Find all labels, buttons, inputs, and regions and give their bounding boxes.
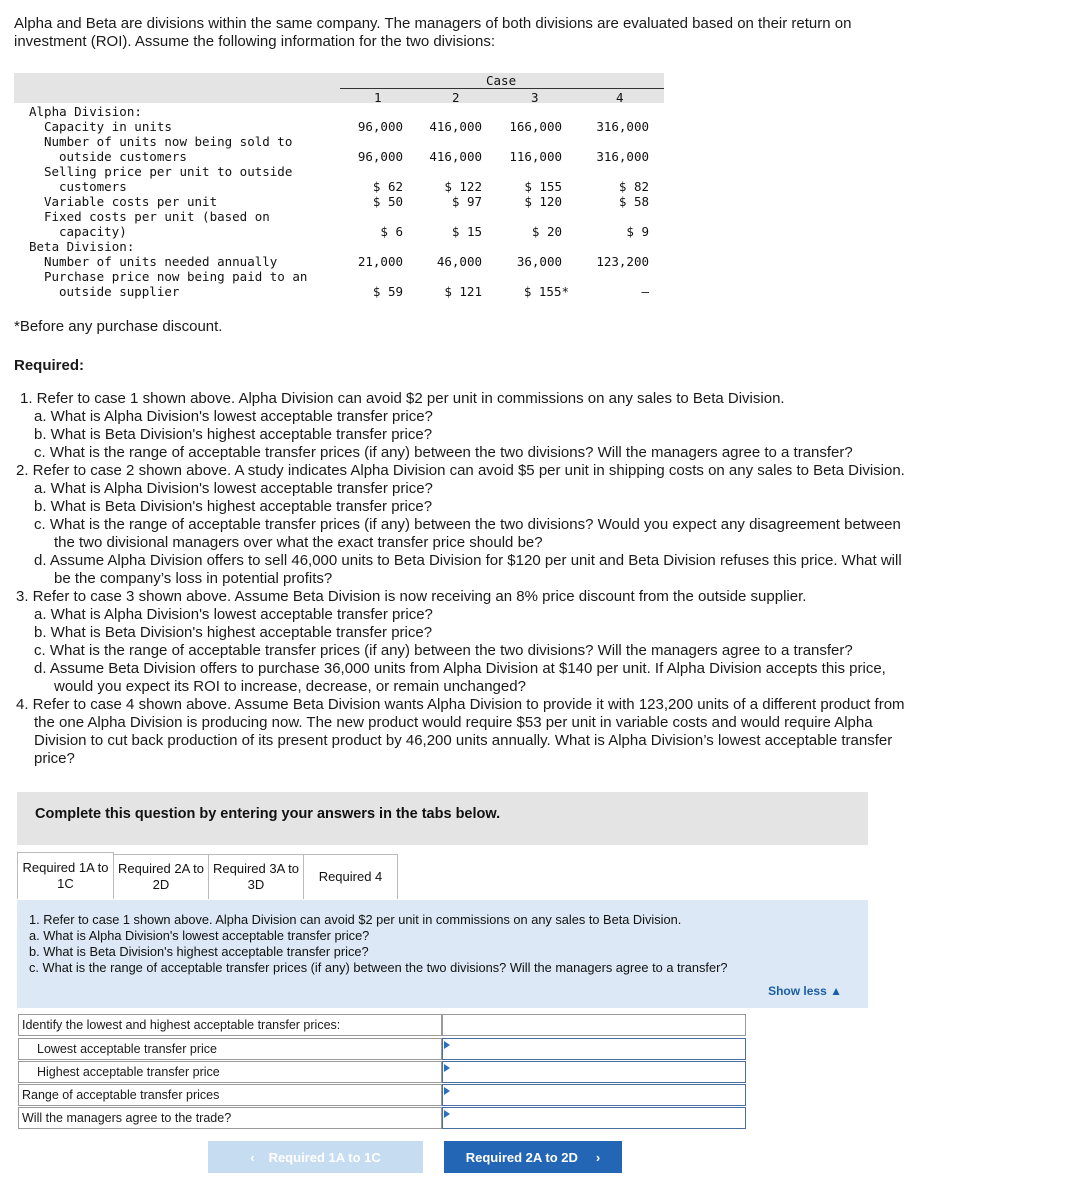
agree-select[interactable]: [442, 1107, 746, 1129]
next-button-label: Required 2A to 2D: [465, 1149, 578, 1165]
cell-units-sold-3: 116,000: [509, 149, 562, 164]
answer-row-range: [18, 1084, 746, 1106]
cell-selling-price-1: $ 62: [372, 179, 403, 194]
cell-variable-costs-2: $ 97: [451, 194, 482, 209]
alpha-heading: Alpha Division:: [29, 104, 142, 119]
cell-purchase-price-3: $ 155*: [523, 284, 569, 299]
chevron-left-icon: ‹: [250, 1149, 255, 1165]
panel-line: b. What is Beta Division's highest acceptable transfer price?: [29, 944, 369, 959]
chevron-right-icon: ›: [595, 1149, 601, 1165]
cell-units-sold-1: 96,000: [357, 149, 403, 164]
cell-fixed-costs-1: $ 6: [380, 224, 403, 239]
question-line: be the company’s loss in potential profits?: [54, 570, 333, 587]
cell-variable-costs-3: $ 120: [524, 194, 562, 209]
tab-required-1a-1c[interactable]: [17, 852, 114, 899]
case-column-1: 1: [374, 90, 382, 105]
cell-units-needed-2: 46,000: [436, 254, 482, 269]
tab-label-line1: Required 1A to: [22, 860, 109, 875]
answer-row-highest: [18, 1061, 746, 1083]
question-line: c. What is the range of acceptable transfer prices (if any) between the two divisions? Will the managers agree to a transfer?: [34, 444, 853, 461]
tab-required-4[interactable]: [303, 854, 398, 899]
question-line: the two divisional managers over what the exact transfer price should be?: [54, 534, 543, 551]
question-line: c. What is the range of acceptable transfer prices (if any) between the two divisions? Will the managers agree to a transfer?: [34, 642, 853, 659]
question-line: price?: [34, 750, 75, 767]
cell-units-sold-2: 416,000: [429, 149, 482, 164]
question-list: [16, 390, 966, 768]
cell-selling-price-3: $ 155: [524, 179, 562, 194]
panel-line: c. What is the range of acceptable transfer prices (if any) between the two divisions? Will the managers agree to a transfer?: [29, 960, 728, 975]
footnote: *Before any purchase discount.: [14, 318, 223, 335]
row-label-purchase-price-cont: outside supplier: [59, 284, 180, 299]
cell-purchase-price-4: –: [641, 284, 649, 299]
cell-selling-price-4: $ 82: [618, 179, 649, 194]
tab-label-line2: 1C: [57, 876, 74, 891]
question-line: 2. Refer to case 2 shown above. A study indicates Alpha Division can avoid $5 per unit in shipping costs on any sales to Beta Division.: [16, 462, 905, 479]
input-marker-icon: [444, 1087, 450, 1095]
question-line: d. Assume Beta Division offers to purchase 36,000 units from Alpha Division at $140 per unit. If Alpha Division accepts this price,: [34, 660, 886, 677]
question-line: 4. Refer to case 4 shown above. Assume Beta Division wants Alpha Division to provide it with 123,200 units of a different product from: [16, 696, 905, 713]
cell-units-sold-4: 316,000: [596, 149, 649, 164]
row-label-variable-costs: Variable costs per unit: [44, 194, 218, 209]
question-line: a. What is Alpha Division's lowest acceptable transfer price?: [34, 480, 433, 497]
cell-capacity-3: 166,000: [509, 119, 562, 134]
question-line: b. What is Beta Division's highest acceptable transfer price?: [34, 624, 433, 641]
instruction-text: Complete this question by entering your answers in the tabs below.: [35, 806, 501, 822]
input-marker-icon: [444, 1110, 450, 1118]
beta-heading: Beta Division:: [29, 239, 135, 254]
answer-header-row: [18, 1014, 746, 1036]
tab-label-line2: 2D: [152, 877, 170, 892]
row-label: Range of acceptable transfer prices: [18, 1084, 442, 1106]
cell-purchase-price-1: $ 59: [372, 284, 403, 299]
row-label-selling-price: Selling price per unit to outside: [44, 164, 293, 179]
tab-required-2a-2d[interactable]: [113, 854, 209, 899]
cell-capacity-2: 416,000: [429, 119, 482, 134]
cell-fixed-costs-2: $ 15: [451, 224, 482, 239]
question-panel: [17, 900, 868, 1008]
highest-price-input[interactable]: [442, 1061, 746, 1083]
lowest-price-input[interactable]: [442, 1038, 746, 1060]
required-heading: Required:: [14, 357, 85, 374]
row-label-fixed-costs: Fixed costs per unit (based on: [44, 209, 270, 224]
row-label: Will the managers agree to the trade?: [18, 1107, 442, 1129]
question-line: would you expect its ROI to increase, decrease, or remain unchanged?: [54, 678, 526, 695]
case-column-4: 4: [616, 90, 624, 105]
range-input[interactable]: [442, 1084, 746, 1106]
cell-selling-price-2: $ 122: [444, 179, 482, 194]
problem-intro: Alpha and Beta are divisions within the same company. The managers of both divisions are evaluated based on their return on investment (ROI). Assume the following information for the two divisions:: [14, 15, 852, 50]
panel-line: 1. Refer to case 1 shown above. Alpha Division can avoid $2 per unit in commissions on any sales to Beta Division.: [29, 912, 682, 927]
question-line: b. What is Beta Division's highest acceptable transfer price?: [34, 426, 433, 443]
prev-button-label: Required 1A to 1C: [268, 1149, 381, 1165]
row-label-units-sold-cont: outside customers: [59, 149, 187, 164]
answer-row-lowest: [18, 1038, 746, 1060]
cell-fixed-costs-4: $ 9: [626, 224, 649, 239]
row-label-fixed-costs-cont: capacity): [59, 224, 127, 239]
answer-row-agree: [18, 1107, 746, 1129]
answer-header-blank: [442, 1014, 746, 1036]
cell-capacity-1: 96,000: [357, 119, 403, 134]
case-header-rule: [340, 88, 664, 89]
cell-variable-costs-1: $ 50: [372, 194, 403, 209]
case-column-3: 3: [531, 90, 539, 105]
row-label: Highest acceptable transfer price: [18, 1061, 442, 1083]
row-label: Lowest acceptable transfer price: [18, 1038, 442, 1060]
question-line: d. Assume Alpha Division offers to sell 46,000 units to Beta Division for $120 per unit and Beta Division refuses this price. What will: [34, 552, 902, 569]
question-line: a. What is Alpha Division's lowest acceptable transfer price?: [34, 408, 433, 425]
tab-label-line1: Required 2A to: [117, 861, 204, 876]
tab-required-3a-3d[interactable]: [208, 854, 304, 899]
question-line: Division to cut back production of its present product by 46,200 units annually. What is Alpha Division’s lowest acceptable transfer: [34, 732, 893, 749]
panel-line: a. What is Alpha Division's lowest acceptable transfer price?: [29, 928, 370, 943]
cell-units-needed-1: 21,000: [357, 254, 403, 269]
prev-tab-button[interactable]: [208, 1141, 423, 1173]
row-label-capacity: Capacity in units: [44, 119, 172, 134]
input-marker-icon: [444, 1064, 450, 1072]
question-line: the one Alpha Division is producing now. The new product would require $53 per unit in variable costs and would require Alpha: [34, 714, 873, 731]
row-label-units-sold: Number of units now being sold to: [44, 134, 293, 149]
row-label-units-needed: Number of units needed annually: [44, 254, 278, 269]
question-line: 3. Refer to case 3 shown above. Assume Beta Division is now receiving an 8% price discount from the outside supplier.: [16, 588, 807, 605]
row-label-purchase-price: Purchase price now being paid to an: [44, 269, 308, 284]
question-line: c. What is the range of acceptable transfer prices (if any) between the two divisions? Would you expect any disagreement between: [34, 516, 901, 533]
next-tab-button[interactable]: [444, 1141, 622, 1173]
cell-purchase-price-2: $ 121: [444, 284, 482, 299]
cell-units-needed-4: 123,200: [596, 254, 649, 269]
case-label: Case: [486, 73, 517, 88]
cell-fixed-costs-3: $ 20: [531, 224, 562, 239]
tab-label-line2: 3D: [247, 877, 265, 892]
instruction-banner: [17, 792, 868, 845]
cell-capacity-4: 316,000: [596, 119, 649, 134]
tab-label-line1: Required 4: [318, 869, 383, 884]
question-line: a. What is Alpha Division's lowest acceptable transfer price?: [34, 606, 433, 623]
row-label-selling-price-cont: customers: [59, 179, 127, 194]
cell-units-needed-3: 36,000: [516, 254, 562, 269]
tab-label-line1: Required 3A to: [212, 861, 299, 876]
cell-variable-costs-4: $ 58: [618, 194, 649, 209]
answer-header: Identify the lowest and highest acceptable transfer prices:: [18, 1014, 442, 1036]
question-line: b. What is Beta Division's highest acceptable transfer price?: [34, 498, 433, 515]
input-marker-icon: [444, 1041, 450, 1049]
question-line: 1. Refer to case 1 shown above. Alpha Division can avoid $2 per unit in commissions on any sales to Beta Division.: [20, 390, 785, 407]
show-less-link[interactable]: Show less ▲: [768, 984, 842, 998]
case-column-2: 2: [452, 90, 460, 105]
